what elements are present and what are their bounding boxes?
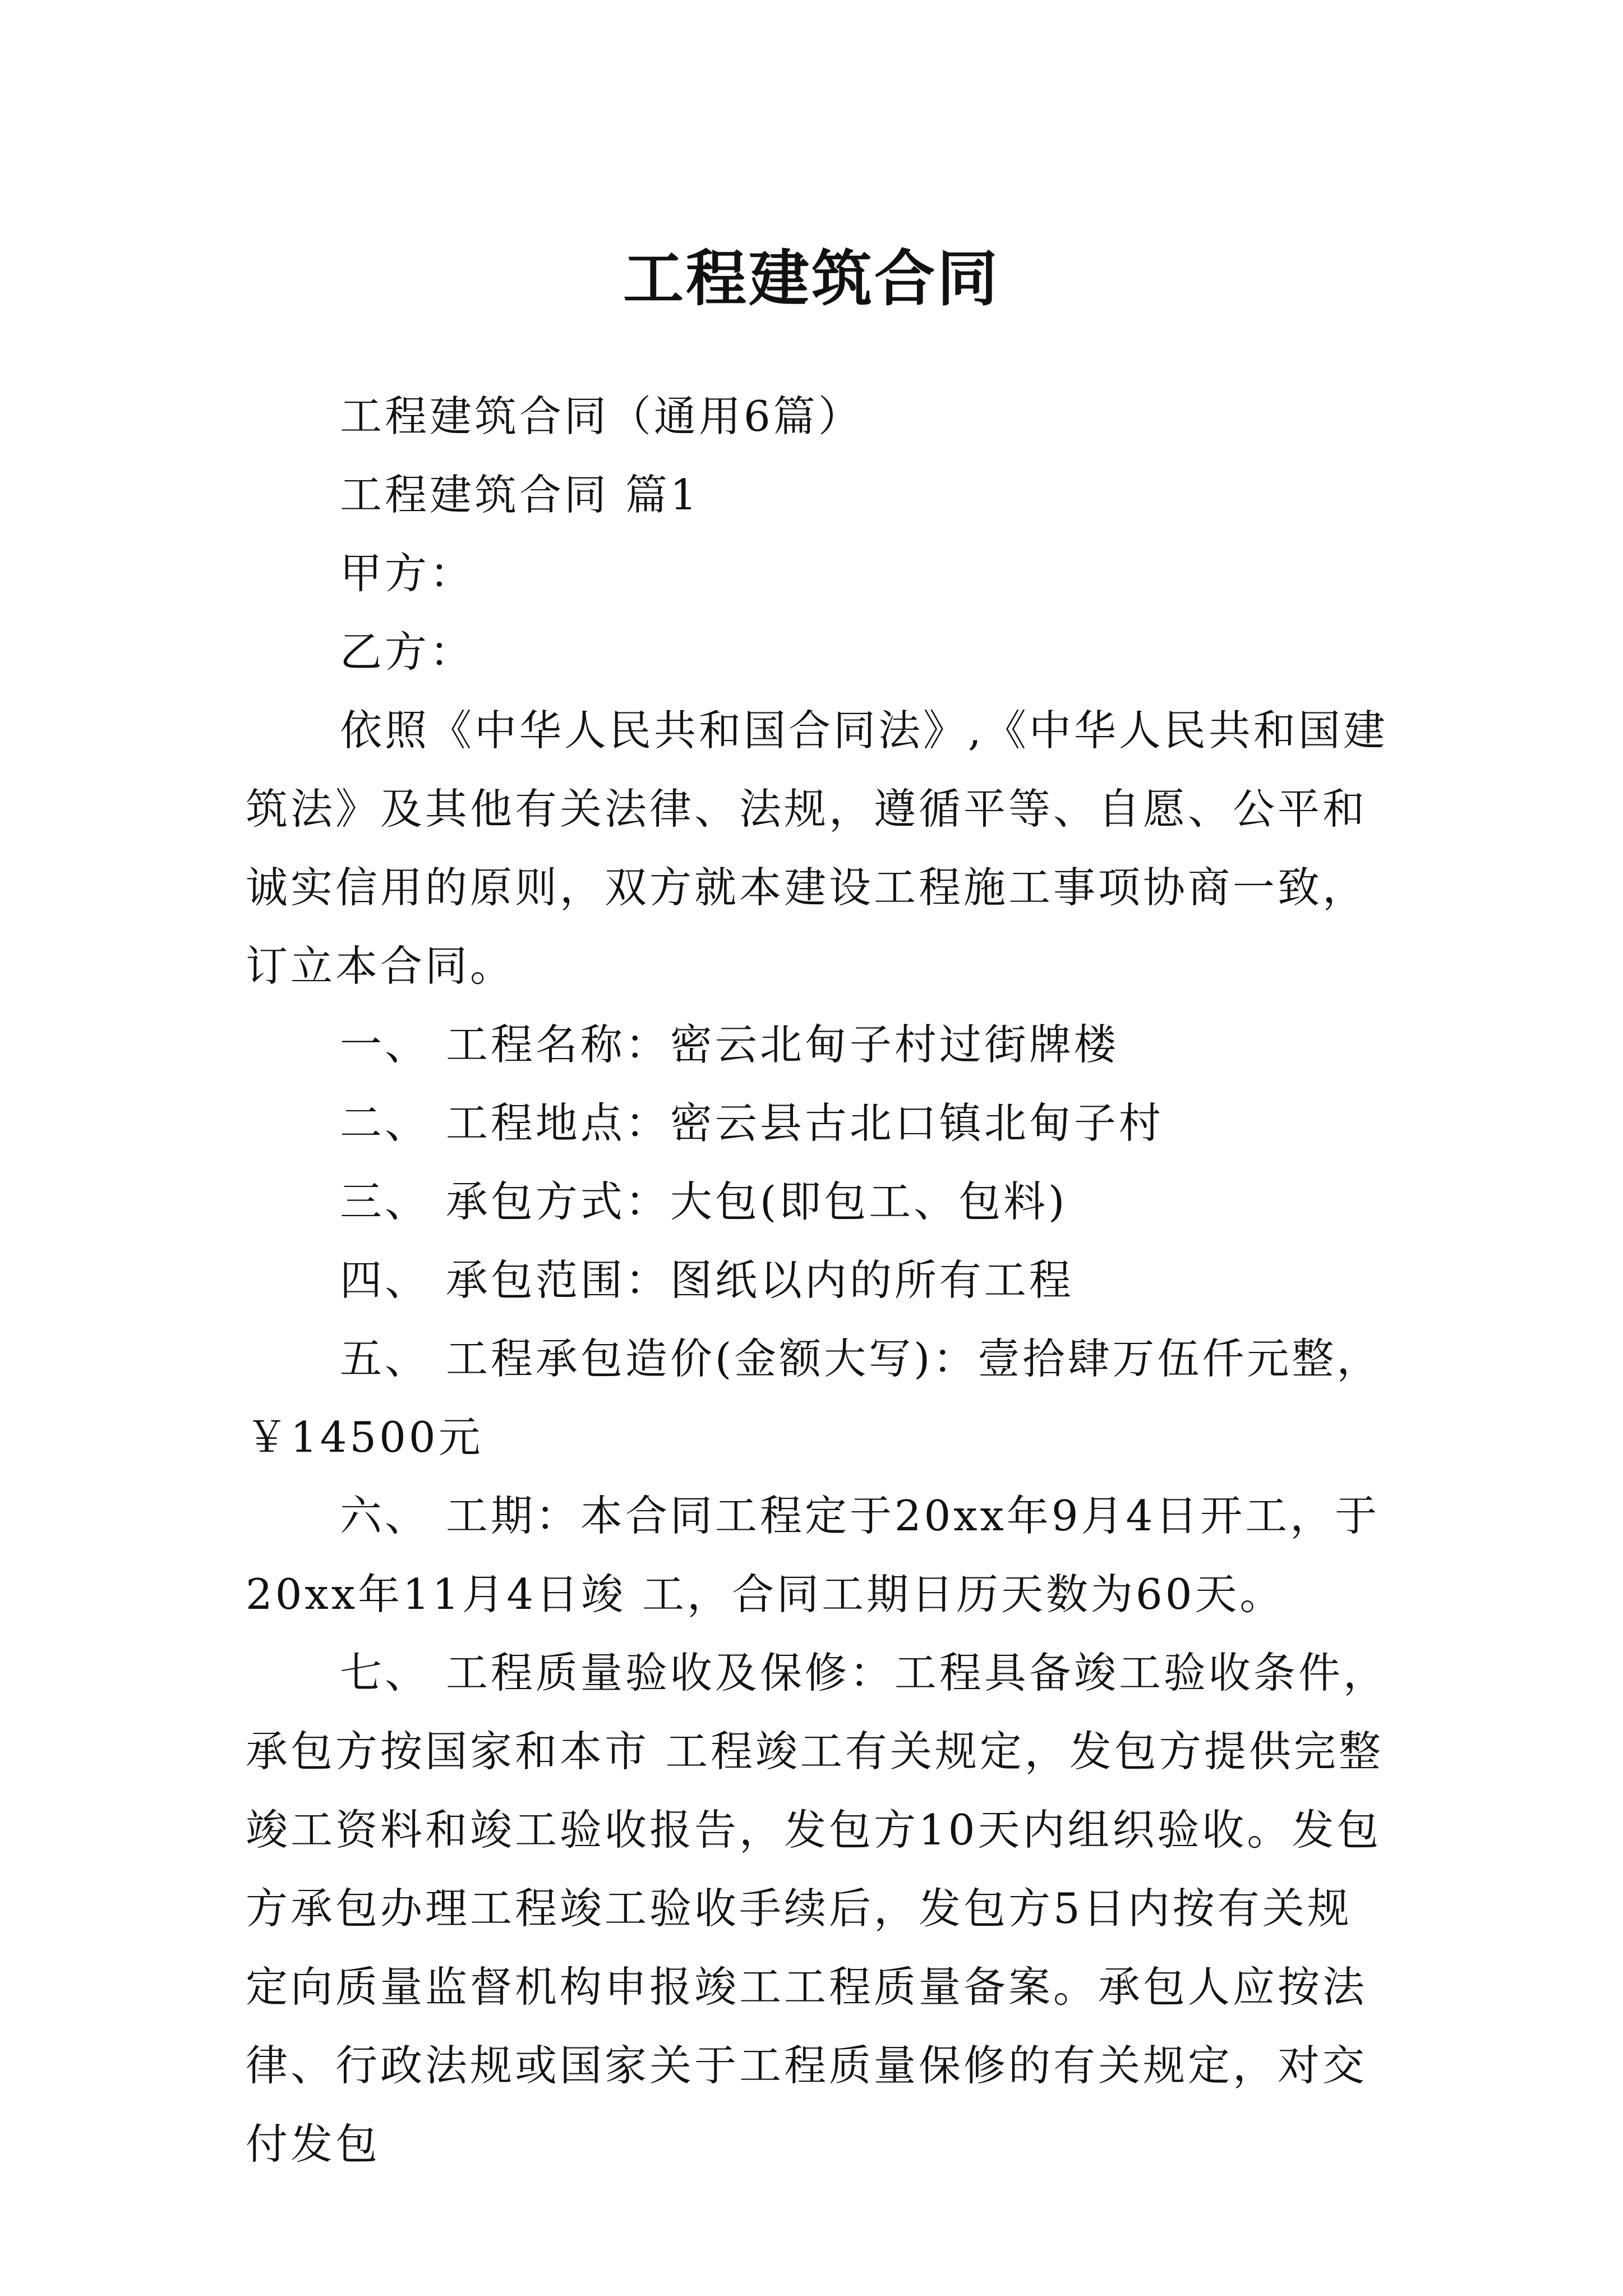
- clause-project-location: 二、 工程地点：密云县古北口镇北甸子村: [340, 1098, 1164, 1148]
- clause-contract-method: 三、 承包方式：大包(即包工、包料): [340, 1177, 1068, 1226]
- preamble-paragraph: 依照《中华人民共和国合同法》,《中华人民共和国建筑法》及其他有关法律、法规，遵循平等、自愿、公平和诚实信用的原则，双方就本建设工程施工事项协商一致，订立本合同。: [246, 706, 1388, 991]
- document-body: [246, 377, 1390, 2183]
- section-heading: 工程建筑合同 篇1: [340, 470, 700, 519]
- clause-quality-acceptance: 七、 工程质量验收及保修：工程具备竣工验收条件，承包方按国家和本市 工程竣工有关规定，发包方提供完整竣工资料和竣工验收报告，发包方10天内组织验收。发包方承包办理工程竣工验收手续后，发包方5日内按有关规定向质量监督机构申报竣工工程质量备案。承包人应按法律、行政法规或国家关于工程质量保修的有关规定，对交付发包: [246, 1648, 1388, 2169]
- clause-project-name: 一、 工程名称：密云北甸子村过街牌楼: [340, 1020, 1119, 1069]
- clause-contract-price: 五、 工程承包造价(金额大写)：壹拾肆万伍仟元整，￥14500元: [246, 1334, 1382, 1462]
- document-subtitle: 工程建筑合同（通用6篇）: [340, 392, 863, 441]
- party-b-line: 乙方：: [340, 627, 475, 677]
- clause-contract-scope: 四、 承包范围：图纸以内的所有工程: [340, 1255, 1074, 1305]
- party-a-line: 甲方：: [340, 549, 475, 598]
- document-title: 工程建筑合同: [623, 243, 1000, 315]
- clause-construction-period: 六、 工期：本合同工程定于20xx年9月4日开工，于20xx年11月4日竣 工，合同工期日历天数为60天。: [246, 1491, 1380, 1619]
